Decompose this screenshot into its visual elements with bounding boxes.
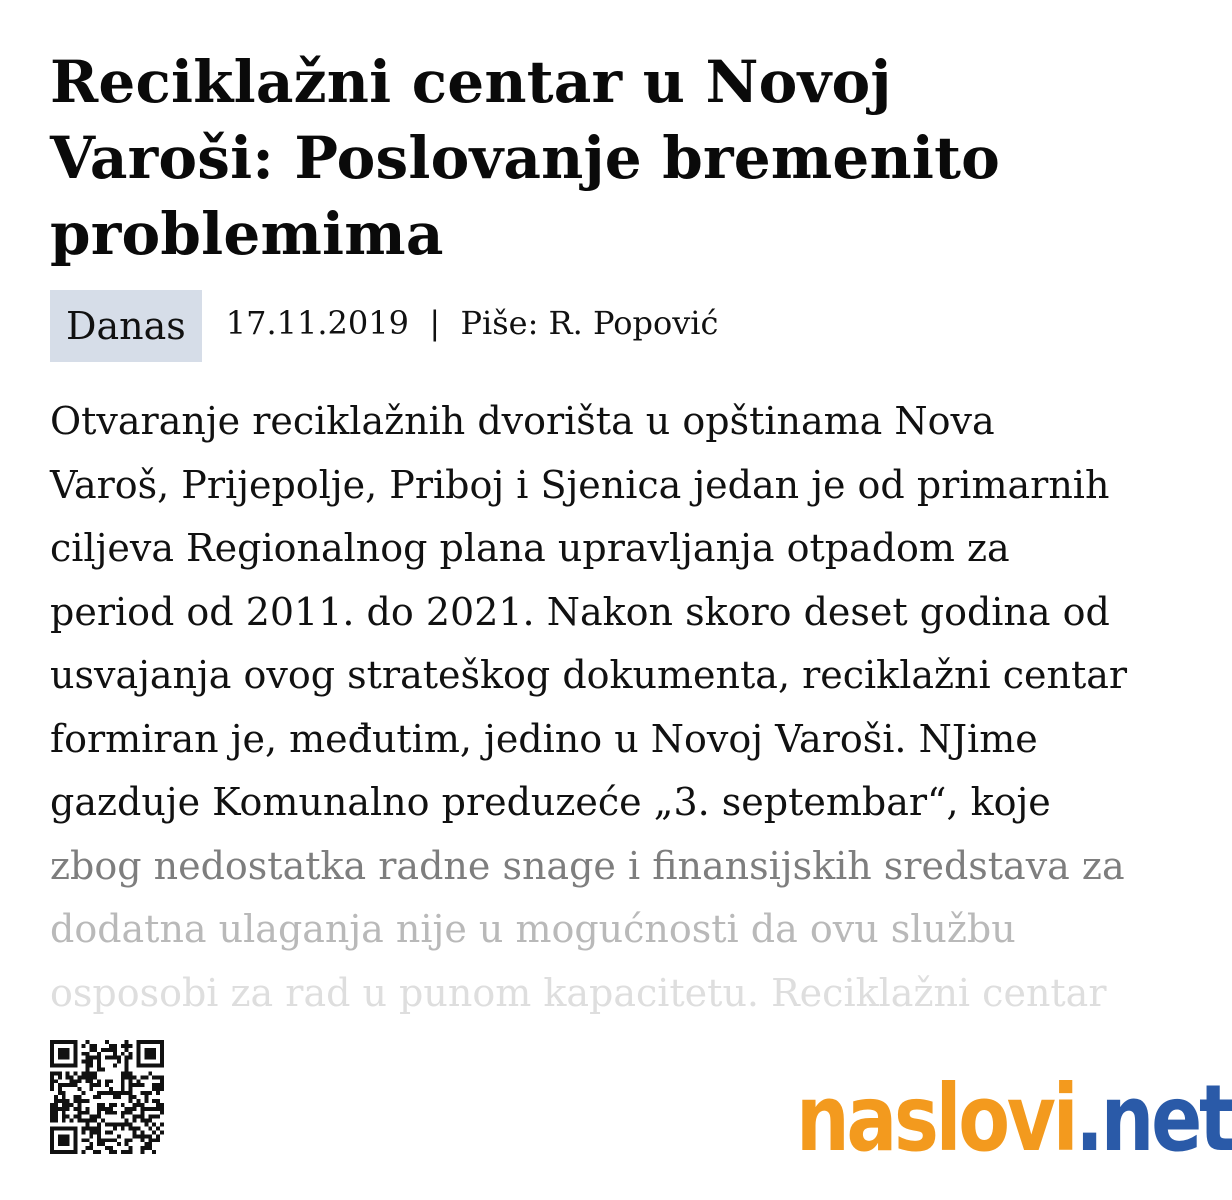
source-badge[interactable]: Danas — [50, 290, 202, 362]
article-body — [50, 390, 1160, 1025]
body-line: period od 2011. do 2021. Nakon skoro deset godina od — [50, 589, 1110, 634]
body-line: Varoš, Prijepolje, Priboj i Sjenica jedan je od primarnih — [50, 462, 1110, 507]
headline-line: problemima — [50, 200, 444, 268]
naslovi-logo[interactable] — [796, 1062, 1232, 1172]
article-headline — [50, 44, 1150, 272]
body-line: gazduje Komunalno preduzeće „3. septembar“, koje — [50, 780, 1051, 824]
date-author: 17.11.2019 | Piše: R. Popović — [225, 304, 719, 342]
headline-line: Varoši: Poslovanje bremenito — [50, 124, 1000, 192]
headline-line: Reciklažni centar u Novoj — [50, 48, 892, 116]
body-line-faded: osposobi za rad u punom kapacitetu. Reciklažni centar — [50, 970, 1107, 1015]
body-line-faded: zbog nedostatka radne snage i finansijskih sredstava za — [50, 843, 1125, 888]
body-line: usvajanja ovog strateškog dokumenta, reciklažni centar — [50, 653, 1128, 697]
article-meta — [50, 290, 718, 362]
qr-code-icon[interactable] — [50, 1040, 164, 1154]
logo-tld-text: .net — [1075, 1065, 1232, 1172]
body-line: formiran je, međutim, jedino u Novoj Varoši. NJime — [50, 716, 1038, 761]
body-line: Otvaranje reciklažnih dvorišta u opštinama Nova — [50, 399, 995, 443]
body-line: ciljeva Regionalnog plana upravljanja otpadom za — [50, 526, 1010, 570]
body-line-faded: dodatna ulaganja nije u mogućnosti da ovu službu — [50, 907, 1016, 951]
logo-main-text: naslovi — [796, 1065, 1076, 1172]
